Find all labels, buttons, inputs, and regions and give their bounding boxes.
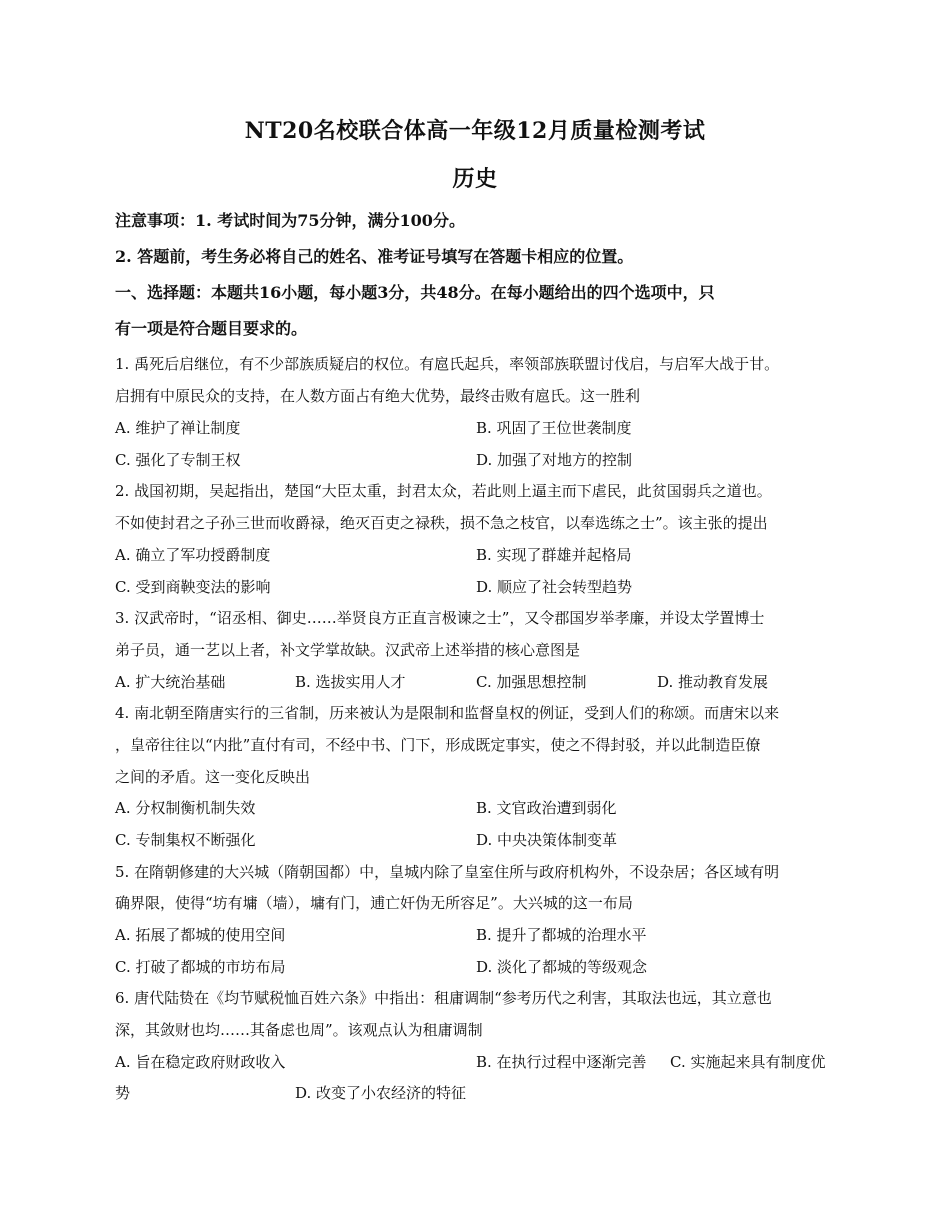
question-2-option-a: A. 确立了军功授爵制度: [115, 546, 271, 564]
question-1-option-c: C. 强化了专制王权: [115, 451, 241, 469]
question-6-stem-line: 深，其敛财也均……其备虑也周”。该观点认为租庸调制: [115, 1021, 483, 1039]
question-6-option-b: B. 在执行过程中逐渐完善: [476, 1053, 647, 1071]
notice-line-2: 2. 答题前，考生务必将自己的姓名、准考证号填写在答题卡相应的位置。: [115, 247, 634, 266]
notice-line-1: 注意事项：1. 考试时间为75分钟，满分100分。: [115, 211, 465, 230]
question-6-option-c-wrap: 势: [115, 1084, 131, 1102]
question-5-option-b: B. 提升了都城的治理水平: [476, 926, 647, 944]
question-5-stem-line: 5. 在隋朝修建的大兴城（隋朝国都）中，皇城内除了皇室住所与政府机构外，不设杂居；各区域有明: [115, 863, 780, 881]
question-5-option-d: D. 淡化了都城的等级观念: [476, 958, 648, 976]
question-5-option-a: A. 拓展了都城的使用空间: [115, 926, 286, 944]
question-4-option-a: A. 分权制衡机制失效: [115, 799, 256, 817]
question-5-stem-line: 确界限，使得“坊有墉（墙），墉有门，逋亡奸伪无所容足”。大兴城的这一布局: [115, 894, 633, 912]
question-4-option-d: D. 中央决策体制变革: [476, 831, 618, 849]
question-3-stem-line: 3. 汉武帝时，“诏丞相、御史……举贤良方正直言极谏之士”，又令郡国岁举孝廉，并设太学置博士: [115, 609, 765, 627]
question-2-stem-line: 2. 战国初期，吴起指出，楚国“大臣太重，封君太众，若此则上逼主而下虐民，此贫国弱兵之道也。: [115, 482, 772, 500]
question-4-stem-line: ，皇帝往往以“内批”直付有司，不经中书、门下，形成既定事实，使之不得封驳，并以此制造臣僚: [115, 736, 761, 754]
question-2-option-c: C. 受到商鞅变法的影响: [115, 578, 271, 596]
question-1-option-b: B. 巩固了王位世袭制度: [476, 419, 632, 437]
question-3-option-c: C. 加强思想控制: [476, 673, 587, 691]
question-4-option-c: C. 专制集权不断强化: [115, 831, 256, 849]
section-heading-line-2: 有一项是符合题目要求的。: [115, 319, 308, 338]
question-4-option-b: B. 文官政治遭到弱化: [476, 799, 617, 817]
question-2-option-b: B. 实现了群雄并起格局: [476, 546, 632, 564]
exam-title: NT20名校联合体高一年级12月质量检测考试: [244, 118, 706, 144]
question-6-option-d: D. 改变了小农经济的特征: [295, 1084, 467, 1102]
question-4-stem-line: 4. 南北朝至隋唐实行的三省制，历来被认为是限制和监督皇权的例证，受到人们的称颂。而唐宋以来: [115, 704, 780, 722]
question-3-option-a: A. 扩大统治基础: [115, 673, 226, 691]
question-1-stem-line: 1. 禹死后启继位，有不少部族质疑启的权位。有扈氏起兵，率领部族联盟讨伐启，与启军大战于甘。: [115, 355, 780, 373]
question-6-option-c: C. 实施起来具有制度优: [670, 1053, 826, 1071]
question-4-stem-line: 之间的矛盾。这一变化反映出: [115, 768, 311, 786]
subject-title: 历史: [452, 166, 498, 192]
question-5-option-c: C. 打破了都城的市坊布局: [115, 958, 286, 976]
question-3-stem-line: 弟子员，通一艺以上者，补文学掌故缺。汉武帝上述举措的核心意图是: [115, 641, 581, 659]
question-6-stem-line: 6. 唐代陆贽在《均节赋税恤百姓六条》中指出：租庸调制“参考历代之利害，其取法也远，其立意也: [115, 989, 772, 1007]
question-2-option-d: D. 顺应了社会转型趋势: [476, 578, 633, 596]
question-1-stem-line: 启拥有中原民众的支持，在人数方面占有绝大优势，最终击败有扈氏。这一胜利: [115, 387, 641, 405]
question-3-option-d: D. 推动教育发展: [657, 673, 769, 691]
question-2-stem-line: 不如使封君之子孙三世而收爵禄，绝灭百吏之禄秩，损不急之枝官，以奉选练之士”。该主张的提出: [115, 514, 768, 532]
section-heading-line-1: 一、选择题：本题共16小题，每小题3分，共48分。在每小题给出的四个选项中，只: [115, 283, 715, 302]
question-1-option-a: A. 维护了禅让制度: [115, 419, 241, 437]
question-6-option-a: A. 旨在稳定政府财政收入: [115, 1053, 286, 1071]
question-3-option-b: B. 选拔实用人才: [295, 673, 406, 691]
question-1-option-d: D. 加强了对地方的控制: [476, 451, 633, 469]
